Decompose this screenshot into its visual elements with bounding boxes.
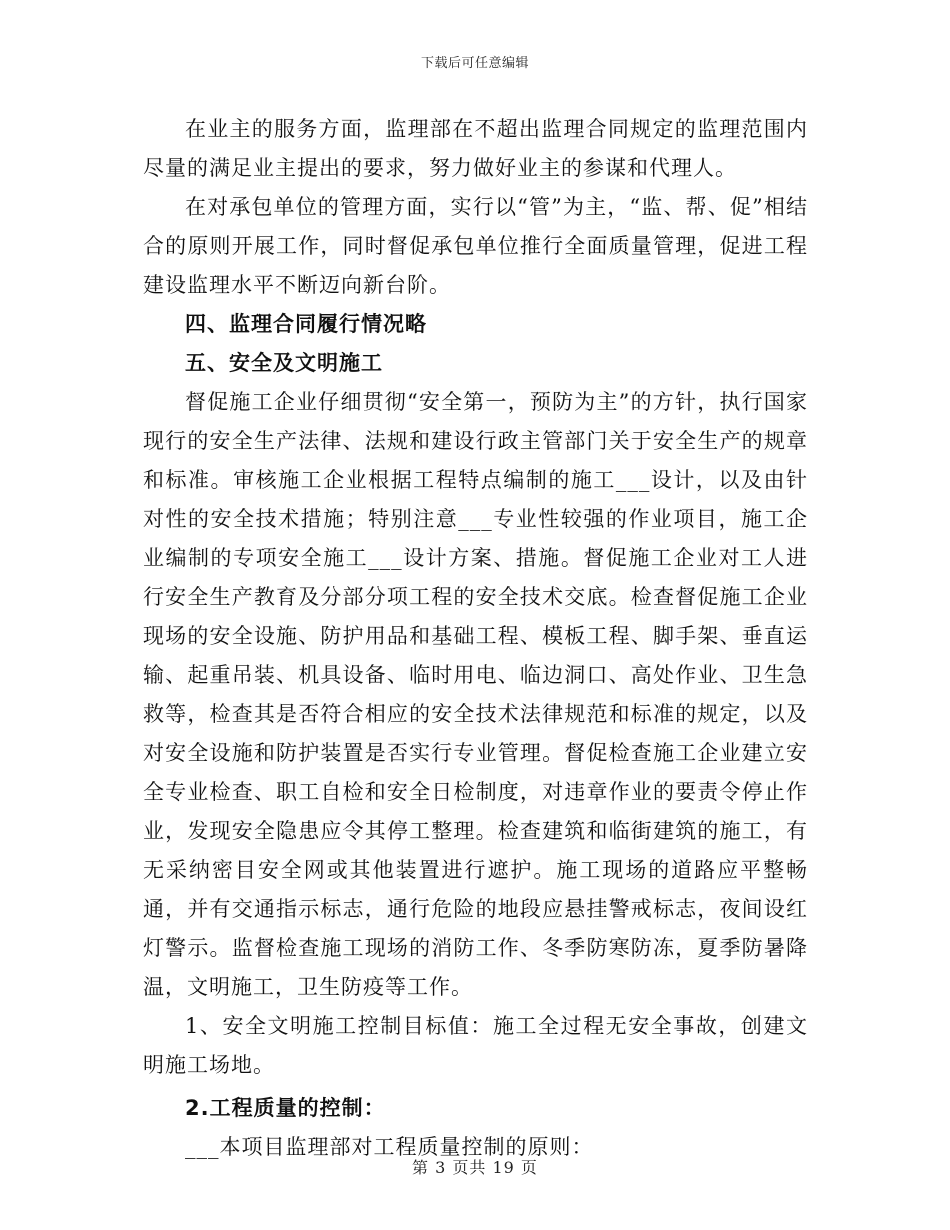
page-number: 第 3 页共 19 页 xyxy=(412,1158,538,1177)
header-note: 下载后可任意编辑 xyxy=(420,56,529,71)
paragraph-quality-principle: ___本项目监理部对工程质量控制的原则： xyxy=(185,1135,594,1159)
paragraph-contractor-management: 在对承包单位的管理方面，实行以“管”为主，“监、帮、促”相结合的原则开展工作，同时督促承包单位推行全面质量管理，促进工程建设监理水平不断迈向新台阶。 xyxy=(143,195,808,297)
heading-quality-control: 2.工程质量的控制： xyxy=(185,1096,386,1120)
document-body xyxy=(143,110,808,1167)
heading-safety-civilized-construction: 五、安全及文明施工 xyxy=(185,351,383,375)
paragraph-safety-target: 1、安全文明施工控制目标值：施工全过程无安全事故，创建文明施工场地。 xyxy=(143,1014,808,1077)
paragraph-safety-supervision: 督促施工企业仔细贯彻“安全第一，预防为主”的方针，执行国家现行的安全生产法律、法规和建设行政主管部门关于安全生产的规章和标准。审核施工企业根据工程特点编制的施工___设计，以及由针对性的安全技术措施；特别注意___专业性较强的作业项目，施工企业编制的专项安全施工___设计方案、措施。督促施工企业对工人进行安全生产教育及分部分项工程的安全技术交底。检查督促施工企业现场的安全设施、防护用品和基础工程、模板工程、脚手架、垂直运输、起重吊装、机具设备、临时用电、临边洞口、高处作业、卫生急救等，检查其是否符合相应的安全技术法律规范和标准的规定，以及对安全设施和防护装置是否实行专业管理。督促检查施工企业建立安全专业检查、职工自检和安全日检制度，对违章作业的要责令停止作业，发现安全隐患应令其停工整理。检查建筑和临街建筑的施工，有无采纳密目安全网或其他装置进行遮护。施工现场的道路应平整畅通，并有交通指示标志，通行危险的地段应悬挂警戒标志，夜间设红灯警示。监督检查施工现场的消防工作、冬季防寒防冻，夏季防暑降温，文明施工，卫生防疫等工作。 xyxy=(143,390,808,999)
paragraph-owner-service: 在业主的服务方面，监理部在不超出监理合同规定的监理范围内尽量的满足业主提出的要求，努力做好业主的参谋和代理人。 xyxy=(143,117,808,180)
heading-contract-performance: 四、监理合同履行情况略 xyxy=(185,312,427,336)
